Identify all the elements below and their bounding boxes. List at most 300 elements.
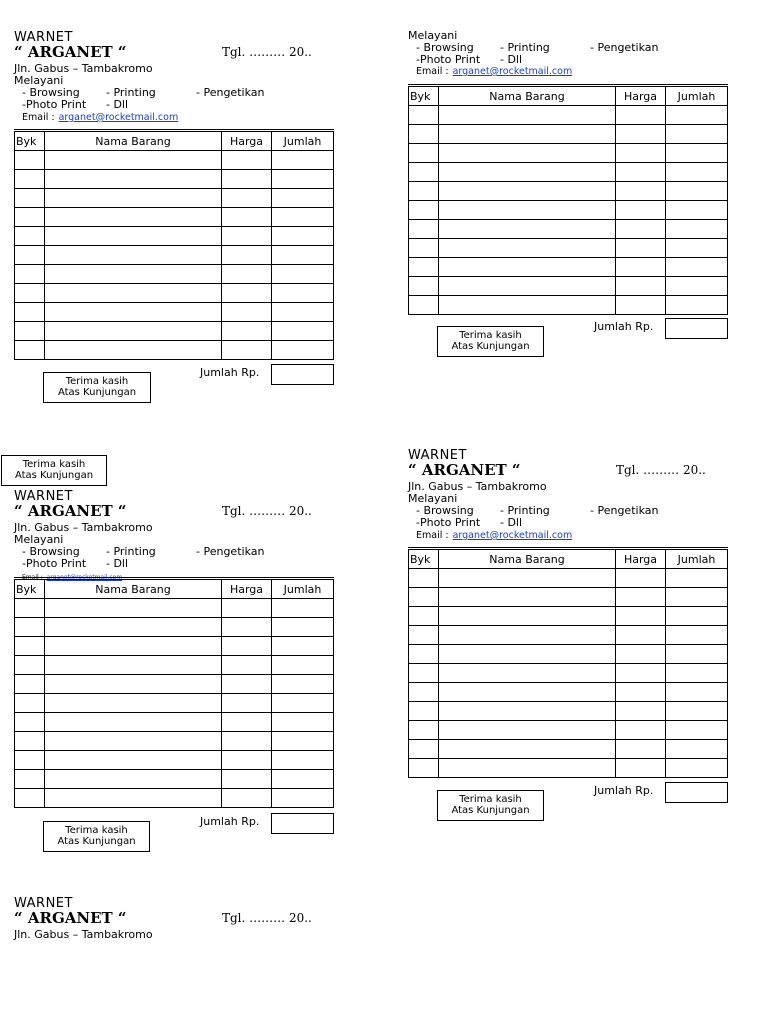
byk-cell[interactable] xyxy=(409,721,439,740)
col-nama-barang-header: Nama Barang xyxy=(45,131,222,151)
byk-cell[interactable] xyxy=(15,303,45,322)
harga-cell[interactable] xyxy=(616,182,666,201)
table-row xyxy=(409,664,728,683)
items-table xyxy=(14,577,334,808)
byk-cell[interactable] xyxy=(15,265,45,284)
nama-barang-cell[interactable] xyxy=(439,277,616,296)
byk-cell[interactable] xyxy=(15,732,45,751)
col-harga-header: Harga xyxy=(616,549,666,569)
table-row xyxy=(409,239,728,258)
service-item: - Browsing xyxy=(22,545,80,558)
harga-cell[interactable] xyxy=(616,239,666,258)
byk-cell[interactable] xyxy=(15,189,45,208)
jumlah-cell[interactable] xyxy=(272,284,334,303)
thank-you-box xyxy=(43,821,150,852)
harga-cell[interactable] xyxy=(616,201,666,220)
jumlah-cell[interactable] xyxy=(272,770,334,789)
jumlah-cell[interactable] xyxy=(272,732,334,751)
jumlah-cell[interactable] xyxy=(272,751,334,770)
harga-cell[interactable] xyxy=(616,702,666,721)
nama-barang-cell[interactable] xyxy=(45,675,222,694)
thank-you-line1: Terima kasih xyxy=(459,794,522,805)
table-header-row xyxy=(409,86,728,106)
total-label: Jumlah Rp. xyxy=(200,366,260,379)
byk-cell[interactable] xyxy=(15,751,45,770)
harga-cell[interactable] xyxy=(222,713,272,732)
byk-cell[interactable] xyxy=(409,607,439,626)
table-row xyxy=(409,759,728,778)
nama-barang-cell[interactable] xyxy=(45,303,222,322)
nama-barang-cell[interactable] xyxy=(439,201,616,220)
byk-cell[interactable] xyxy=(409,645,439,664)
jumlah-cell[interactable] xyxy=(272,246,334,265)
email-line xyxy=(22,111,178,124)
jumlah-cell[interactable] xyxy=(666,588,728,607)
jumlah-cell[interactable] xyxy=(272,656,334,675)
byk-cell[interactable] xyxy=(409,296,439,315)
shop-name: “ ARGANET “ xyxy=(14,909,127,927)
jumlah-cell[interactable] xyxy=(272,675,334,694)
jumlah-cell[interactable] xyxy=(666,721,728,740)
nama-barang-cell[interactable] xyxy=(439,683,616,702)
table-row xyxy=(15,599,334,618)
byk-cell[interactable] xyxy=(409,626,439,645)
harga-cell[interactable] xyxy=(616,296,666,315)
shop-label: WARNET xyxy=(14,896,73,911)
thank-you-box xyxy=(437,326,544,357)
total-amount-box[interactable] xyxy=(665,318,728,339)
nama-barang-cell[interactable] xyxy=(45,713,222,732)
byk-cell[interactable] xyxy=(409,759,439,778)
col-byk-header: Byk xyxy=(15,579,45,599)
shop-name: “ ARGANET “ xyxy=(408,461,521,479)
harga-cell[interactable] xyxy=(222,732,272,751)
byk-cell[interactable] xyxy=(409,163,439,182)
table-row xyxy=(15,322,334,341)
jumlah-cell[interactable] xyxy=(666,664,728,683)
email-link[interactable]: arganet@rocketmail.com xyxy=(58,112,179,123)
shop-label: WARNET xyxy=(14,30,73,45)
table-row xyxy=(409,607,728,626)
table-row xyxy=(15,751,334,770)
table-row xyxy=(409,258,728,277)
byk-cell[interactable] xyxy=(15,618,45,637)
nama-barang-cell[interactable] xyxy=(45,170,222,189)
jumlah-cell[interactable] xyxy=(272,189,334,208)
nama-barang-cell[interactable] xyxy=(439,626,616,645)
thank-you-line2: Atas Kunjungan xyxy=(451,341,530,352)
col-byk-header: Byk xyxy=(15,131,45,151)
table-row xyxy=(409,296,728,315)
jumlah-cell[interactable] xyxy=(666,607,728,626)
col-harga-header: Harga xyxy=(616,86,666,106)
jumlah-cell[interactable] xyxy=(272,694,334,713)
harga-cell[interactable] xyxy=(616,144,666,163)
byk-cell[interactable] xyxy=(15,341,45,360)
harga-cell[interactable] xyxy=(222,637,272,656)
jumlah-cell[interactable] xyxy=(666,182,728,201)
jumlah-cell[interactable] xyxy=(272,599,334,618)
byk-cell[interactable] xyxy=(15,694,45,713)
service-item: - Browsing xyxy=(416,41,474,54)
total-amount-box[interactable] xyxy=(271,813,334,834)
items-table xyxy=(408,547,728,778)
thank-you-line1: Terima kasih xyxy=(22,459,86,470)
nama-barang-cell[interactable] xyxy=(45,265,222,284)
service-item: - Dll xyxy=(500,53,523,66)
jumlah-cell[interactable] xyxy=(666,144,728,163)
harga-cell[interactable] xyxy=(616,588,666,607)
thank-you-line2: Atas Kunjungan xyxy=(14,470,94,481)
jumlah-cell[interactable] xyxy=(272,170,334,189)
table-row xyxy=(409,702,728,721)
thank-you-box xyxy=(43,372,151,403)
table-header-row xyxy=(15,579,334,599)
thank-you-line1: Terima kasih xyxy=(65,376,129,387)
email-link[interactable]: arganet@rocketmail.com xyxy=(46,574,123,581)
shop-address: Jln. Gabus – Tambakromo xyxy=(14,521,153,534)
byk-cell[interactable] xyxy=(409,239,439,258)
service-item: -Photo Print xyxy=(22,557,87,570)
jumlah-cell[interactable] xyxy=(666,220,728,239)
thank-you-line2: Atas Kunjungan xyxy=(57,836,136,847)
byk-cell[interactable] xyxy=(409,182,439,201)
table-row xyxy=(409,683,728,702)
shop-address: Jln. Gabus – Tambakromo xyxy=(14,928,153,941)
byk-cell[interactable] xyxy=(15,151,45,170)
jumlah-cell[interactable] xyxy=(272,151,334,170)
table-row xyxy=(409,588,728,607)
jumlah-cell[interactable] xyxy=(272,713,334,732)
table-row xyxy=(15,637,334,656)
jumlah-cell[interactable] xyxy=(666,740,728,759)
nama-barang-cell[interactable] xyxy=(439,569,616,588)
byk-cell[interactable] xyxy=(15,208,45,227)
email-link[interactable]: arganet@rocketmail.com xyxy=(452,66,573,77)
nama-barang-cell[interactable] xyxy=(45,618,222,637)
table-row xyxy=(15,713,334,732)
harga-cell[interactable] xyxy=(222,265,272,284)
table-row xyxy=(409,569,728,588)
byk-cell[interactable] xyxy=(15,170,45,189)
nama-barang-cell[interactable] xyxy=(439,182,616,201)
table-row xyxy=(15,170,334,189)
harga-cell[interactable] xyxy=(616,759,666,778)
service-item: - Pengetikan xyxy=(590,41,659,54)
shop-address: Jln. Gabus – Tambakromo xyxy=(408,480,547,493)
service-item: - Pengetikan xyxy=(196,86,265,99)
table-row xyxy=(15,227,334,246)
nama-barang-cell[interactable] xyxy=(439,125,616,144)
table-row xyxy=(15,675,334,694)
harga-cell[interactable] xyxy=(616,163,666,182)
byk-cell[interactable] xyxy=(15,789,45,808)
service-item: - Printing xyxy=(500,504,550,517)
byk-cell[interactable] xyxy=(409,683,439,702)
jumlah-cell[interactable] xyxy=(666,702,728,721)
service-item: - Dll xyxy=(106,557,129,570)
table-row xyxy=(15,656,334,675)
nama-barang-cell[interactable] xyxy=(439,664,616,683)
byk-cell[interactable] xyxy=(15,713,45,732)
thank-you-line2: Atas Kunjungan xyxy=(451,805,530,816)
service-item: - Browsing xyxy=(22,86,80,99)
jumlah-cell[interactable] xyxy=(272,227,334,246)
jumlah-cell[interactable] xyxy=(272,322,334,341)
col-harga-header: Harga xyxy=(222,131,272,151)
nama-barang-cell[interactable] xyxy=(45,189,222,208)
nama-barang-cell[interactable] xyxy=(45,227,222,246)
byk-cell[interactable] xyxy=(15,284,45,303)
jumlah-cell[interactable] xyxy=(666,569,728,588)
col-jumlah-header: Jumlah xyxy=(272,131,334,151)
byk-cell[interactable] xyxy=(15,599,45,618)
byk-cell[interactable] xyxy=(409,664,439,683)
service-item: - Printing xyxy=(106,86,156,99)
jumlah-cell[interactable] xyxy=(272,618,334,637)
nama-barang-cell[interactable] xyxy=(45,322,222,341)
harga-cell[interactable] xyxy=(616,626,666,645)
harga-cell[interactable] xyxy=(222,303,272,322)
byk-cell[interactable] xyxy=(409,201,439,220)
nama-barang-cell[interactable] xyxy=(439,163,616,182)
harga-cell[interactable] xyxy=(616,664,666,683)
harga-cell[interactable] xyxy=(222,656,272,675)
services-heading: Melayani xyxy=(14,533,64,546)
table-row xyxy=(409,144,728,163)
jumlah-cell[interactable] xyxy=(272,208,334,227)
email-label: Email : xyxy=(416,530,449,541)
email-label: Email : xyxy=(22,112,55,123)
harga-cell[interactable] xyxy=(616,258,666,277)
total-amount-box[interactable] xyxy=(271,364,334,385)
byk-cell[interactable] xyxy=(15,656,45,675)
jumlah-cell[interactable] xyxy=(666,258,728,277)
harga-cell[interactable] xyxy=(616,607,666,626)
byk-cell[interactable] xyxy=(409,258,439,277)
table-row xyxy=(15,789,334,808)
byk-cell[interactable] xyxy=(409,106,439,125)
jumlah-cell[interactable] xyxy=(666,201,728,220)
table-row xyxy=(409,277,728,296)
shop-label: WARNET xyxy=(14,489,73,504)
byk-cell[interactable] xyxy=(15,246,45,265)
services-heading: Melayani xyxy=(408,29,458,42)
nama-barang-cell[interactable] xyxy=(45,732,222,751)
jumlah-cell[interactable] xyxy=(666,239,728,258)
service-item: -Photo Print xyxy=(22,98,87,111)
harga-cell[interactable] xyxy=(222,246,272,265)
byk-cell[interactable] xyxy=(15,227,45,246)
nama-barang-cell[interactable] xyxy=(439,645,616,664)
harga-cell[interactable] xyxy=(222,770,272,789)
harga-cell[interactable] xyxy=(222,618,272,637)
harga-cell[interactable] xyxy=(222,599,272,618)
date-field[interactable]: Tgl. ……… 20.. xyxy=(222,911,312,925)
byk-cell[interactable] xyxy=(409,588,439,607)
shop-label: WARNET xyxy=(408,448,467,463)
harga-cell[interactable] xyxy=(222,751,272,770)
col-byk-header: Byk xyxy=(409,549,439,569)
total-label: Jumlah Rp. xyxy=(594,784,654,797)
thank-you-box xyxy=(1,455,107,486)
table-header-row xyxy=(409,549,728,569)
byk-cell[interactable] xyxy=(409,277,439,296)
harga-cell[interactable] xyxy=(616,740,666,759)
nama-barang-cell[interactable] xyxy=(439,759,616,778)
jumlah-cell[interactable] xyxy=(666,645,728,664)
table-row xyxy=(15,618,334,637)
byk-cell[interactable] xyxy=(15,637,45,656)
nama-barang-cell[interactable] xyxy=(439,588,616,607)
shop-address: Jln. Gabus – Tambakromo xyxy=(14,62,153,75)
thank-you-box xyxy=(437,790,544,821)
jumlah-cell[interactable] xyxy=(666,759,728,778)
table-row xyxy=(15,265,334,284)
harga-cell[interactable] xyxy=(616,125,666,144)
nama-barang-cell[interactable] xyxy=(45,341,222,360)
date-field[interactable]: Tgl. ……… 20.. xyxy=(616,463,706,477)
table-row xyxy=(409,645,728,664)
items-table xyxy=(14,129,334,360)
table-row xyxy=(15,151,334,170)
harga-cell[interactable] xyxy=(616,683,666,702)
harga-cell[interactable] xyxy=(222,322,272,341)
nama-barang-cell[interactable] xyxy=(45,694,222,713)
nama-barang-cell[interactable] xyxy=(439,220,616,239)
date-field[interactable]: Tgl. ……… 20.. xyxy=(222,504,312,518)
service-item: -Photo Print xyxy=(416,53,481,66)
nama-barang-cell[interactable] xyxy=(439,144,616,163)
byk-cell[interactable] xyxy=(409,220,439,239)
service-item: - Dll xyxy=(106,98,129,111)
harga-cell[interactable] xyxy=(222,789,272,808)
table-row xyxy=(15,208,334,227)
items-table xyxy=(408,84,728,315)
nama-barang-cell[interactable] xyxy=(45,246,222,265)
nama-barang-cell[interactable] xyxy=(45,789,222,808)
date-field[interactable]: Tgl. ……… 20.. xyxy=(222,45,312,59)
harga-cell[interactable] xyxy=(616,569,666,588)
col-jumlah-header: Jumlah xyxy=(666,86,728,106)
col-nama-barang-header: Nama Barang xyxy=(439,549,616,569)
jumlah-cell[interactable] xyxy=(666,296,728,315)
nama-barang-cell[interactable] xyxy=(439,106,616,125)
nama-barang-cell[interactable] xyxy=(45,770,222,789)
byk-cell[interactable] xyxy=(15,770,45,789)
harga-cell[interactable] xyxy=(616,106,666,125)
nama-barang-cell[interactable] xyxy=(439,258,616,277)
table-row xyxy=(15,303,334,322)
byk-cell[interactable] xyxy=(15,675,45,694)
nama-barang-cell[interactable] xyxy=(45,208,222,227)
harga-cell[interactable] xyxy=(222,151,272,170)
jumlah-cell[interactable] xyxy=(666,106,728,125)
jumlah-cell[interactable] xyxy=(272,303,334,322)
nama-barang-cell[interactable] xyxy=(45,284,222,303)
byk-cell[interactable] xyxy=(15,322,45,341)
byk-cell[interactable] xyxy=(409,125,439,144)
table-header-row xyxy=(15,131,334,151)
harga-cell[interactable] xyxy=(616,721,666,740)
jumlah-cell[interactable] xyxy=(666,626,728,645)
harga-cell[interactable] xyxy=(222,284,272,303)
table-row xyxy=(409,721,728,740)
byk-cell[interactable] xyxy=(409,144,439,163)
nama-barang-cell[interactable] xyxy=(439,607,616,626)
jumlah-cell[interactable] xyxy=(272,789,334,808)
service-item: - Pengetikan xyxy=(196,545,265,558)
table-row xyxy=(409,106,728,125)
nama-barang-cell[interactable] xyxy=(439,296,616,315)
jumlah-cell[interactable] xyxy=(666,683,728,702)
byk-cell[interactable] xyxy=(409,702,439,721)
nama-barang-cell[interactable] xyxy=(439,721,616,740)
nama-barang-cell[interactable] xyxy=(45,656,222,675)
harga-cell[interactable] xyxy=(222,170,272,189)
table-row xyxy=(15,694,334,713)
jumlah-cell[interactable] xyxy=(272,341,334,360)
table-row xyxy=(15,189,334,208)
byk-cell[interactable] xyxy=(409,740,439,759)
thank-you-line1: Terima kasih xyxy=(65,825,128,836)
service-item: - Printing xyxy=(500,41,550,54)
harga-cell[interactable] xyxy=(616,220,666,239)
nama-barang-cell[interactable] xyxy=(439,740,616,759)
col-nama-barang-header: Nama Barang xyxy=(439,86,616,106)
nama-barang-cell[interactable] xyxy=(439,239,616,258)
nama-barang-cell[interactable] xyxy=(45,637,222,656)
table-row xyxy=(15,770,334,789)
nama-barang-cell[interactable] xyxy=(45,751,222,770)
harga-cell[interactable] xyxy=(222,694,272,713)
table-row xyxy=(409,740,728,759)
nama-barang-cell[interactable] xyxy=(45,599,222,618)
nama-barang-cell[interactable] xyxy=(439,702,616,721)
jumlah-cell[interactable] xyxy=(272,637,334,656)
table-row xyxy=(409,201,728,220)
table-row xyxy=(409,182,728,201)
table-row xyxy=(15,732,334,751)
col-nama-barang-header: Nama Barang xyxy=(45,579,222,599)
jumlah-cell[interactable] xyxy=(666,163,728,182)
table-row xyxy=(409,626,728,645)
harga-cell[interactable] xyxy=(222,341,272,360)
thank-you-line1: Terima kasih xyxy=(459,330,522,341)
byk-cell[interactable] xyxy=(409,569,439,588)
jumlah-cell[interactable] xyxy=(666,277,728,296)
table-row xyxy=(15,284,334,303)
col-jumlah-header: Jumlah xyxy=(272,579,334,599)
jumlah-cell[interactable] xyxy=(666,125,728,144)
harga-cell[interactable] xyxy=(222,189,272,208)
thank-you-line2: Atas Kunjungan xyxy=(57,387,137,398)
services-heading: Melayani xyxy=(14,74,64,87)
shop-name: “ ARGANET “ xyxy=(14,502,127,520)
services-heading: Melayani xyxy=(408,492,458,505)
service-item: -Photo Print xyxy=(416,516,481,529)
jumlah-cell[interactable] xyxy=(272,265,334,284)
email-link[interactable]: arganet@rocketmail.com xyxy=(452,530,573,541)
harga-cell[interactable] xyxy=(222,208,272,227)
harga-cell[interactable] xyxy=(222,675,272,694)
harga-cell[interactable] xyxy=(616,645,666,664)
harga-cell[interactable] xyxy=(222,227,272,246)
col-harga-header: Harga xyxy=(222,579,272,599)
harga-cell[interactable] xyxy=(616,277,666,296)
total-amount-box[interactable] xyxy=(665,782,728,803)
nama-barang-cell[interactable] xyxy=(45,151,222,170)
